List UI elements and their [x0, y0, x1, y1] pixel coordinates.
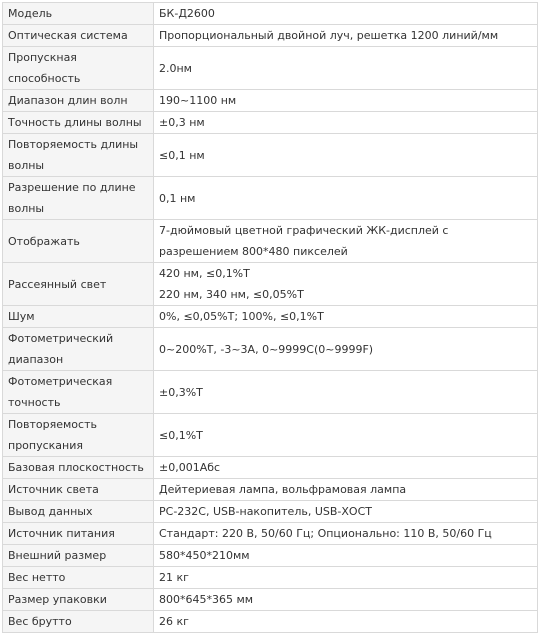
spec-value-text: ≤0,1%T [159, 428, 203, 442]
spec-table [2, 2, 538, 633]
spec-value-text: Дейтериевая лампа, вольфрамовая лампа [159, 483, 407, 496]
spec-name: Внешний размер [3, 545, 154, 567]
spec-value [154, 457, 538, 479]
spec-value-text: ±0,3 нм [159, 116, 205, 129]
spec-value-text: 580*450*210мм [159, 549, 250, 562]
spec-name: Пропускная способность [3, 47, 154, 90]
spec-value-text: 0,1 нм [159, 191, 196, 205]
spec-name: Диапазон длин волн [3, 90, 154, 112]
spec-value [154, 611, 538, 633]
spec-name: Вес нетто [3, 567, 154, 589]
spec-value-text: ≤0,1 нм [159, 148, 205, 162]
spec-name: Отображать [3, 220, 154, 263]
table-row [3, 90, 538, 112]
spec-value-text: 7-дюймовый цветной графический ЖК-дисплей с разрешением 800*480 пикселей [159, 224, 449, 258]
table-row [3, 3, 538, 25]
table-row [3, 567, 538, 589]
spec-name: Повторяемость пропускания [3, 414, 154, 457]
table-row [3, 220, 538, 263]
spec-value-text: 190~1100 нм [159, 94, 237, 107]
spec-name: Рассеянный свет [3, 263, 154, 306]
spec-value [154, 414, 538, 457]
spec-value-text: РС-232С, USB-накопитель, USB-ХОСТ [159, 505, 372, 518]
spec-value [154, 263, 538, 306]
spec-name: Разрешение по длине волны [3, 177, 154, 220]
spec-name: Шум [3, 306, 154, 328]
spec-value [154, 220, 538, 263]
spec-table-body [3, 3, 538, 633]
spec-name: Фотометрическая точность [3, 371, 154, 414]
spec-value [154, 47, 538, 90]
spec-name: Источник света [3, 479, 154, 501]
spec-name: Базовая плоскостность [3, 457, 154, 479]
spec-value [154, 306, 538, 328]
spec-value-text: Стандарт: 220 В, 50/60 Гц; Опционально: 110 В, 50/60 Гц [159, 527, 492, 540]
table-row [3, 263, 538, 306]
table-row [3, 523, 538, 545]
table-row [3, 306, 538, 328]
spec-value [154, 479, 538, 501]
spec-value-text: 21 кг [159, 571, 189, 584]
spec-value-line: 220 нм, 340 нм, ≤0,05%T [159, 288, 304, 301]
table-row [3, 414, 538, 457]
table-row [3, 589, 538, 611]
spec-value-text: 800*645*365 мм [159, 593, 254, 606]
table-row [3, 328, 538, 371]
spec-value [154, 545, 538, 567]
spec-name: Модель [3, 3, 154, 25]
spec-value [154, 134, 538, 177]
table-row [3, 371, 538, 414]
spec-value-text: 0%, ≤0,05%T; 100%, ≤0,1%T [159, 310, 324, 323]
spec-value-text: 2.0нм [159, 61, 192, 75]
spec-value [154, 25, 538, 47]
table-row [3, 611, 538, 633]
spec-value-text: 26 кг [159, 615, 189, 628]
spec-value-text: Пропорциональный двойной луч, решетка 1200 линий/мм [159, 29, 499, 42]
spec-name: Источник питания [3, 523, 154, 545]
spec-name: Вывод данных [3, 501, 154, 523]
spec-value [154, 177, 538, 220]
spec-value-text: 0~200%T, -3~3A, 0~9999C(0~9999F) [159, 342, 374, 356]
spec-name: Размер упаковки [3, 589, 154, 611]
spec-name: Оптическая система [3, 25, 154, 47]
spec-value-line: 420 нм, ≤0,1%T [159, 267, 250, 280]
table-row [3, 501, 538, 523]
spec-value [154, 3, 538, 25]
spec-value-text: ±0,001Абс [159, 461, 221, 474]
spec-value [154, 589, 538, 611]
table-row [3, 134, 538, 177]
spec-name: Фотометрический диапазон [3, 328, 154, 371]
spec-name: Точность длины волны [3, 112, 154, 134]
spec-name: Повторяемость длины волны [3, 134, 154, 177]
spec-value [154, 567, 538, 589]
table-row [3, 177, 538, 220]
table-row [3, 25, 538, 47]
table-row [3, 47, 538, 90]
spec-name: Вес брутто [3, 611, 154, 633]
spec-value [154, 371, 538, 414]
spec-value-text: ±0,3%T [159, 385, 203, 399]
spec-value [154, 523, 538, 545]
spec-value-text: БК-Д2600 [159, 7, 215, 20]
table-row [3, 457, 538, 479]
spec-value [154, 328, 538, 371]
table-row [3, 479, 538, 501]
table-row [3, 545, 538, 567]
spec-value [154, 90, 538, 112]
spec-value [154, 501, 538, 523]
spec-value [154, 112, 538, 134]
table-row [3, 112, 538, 134]
